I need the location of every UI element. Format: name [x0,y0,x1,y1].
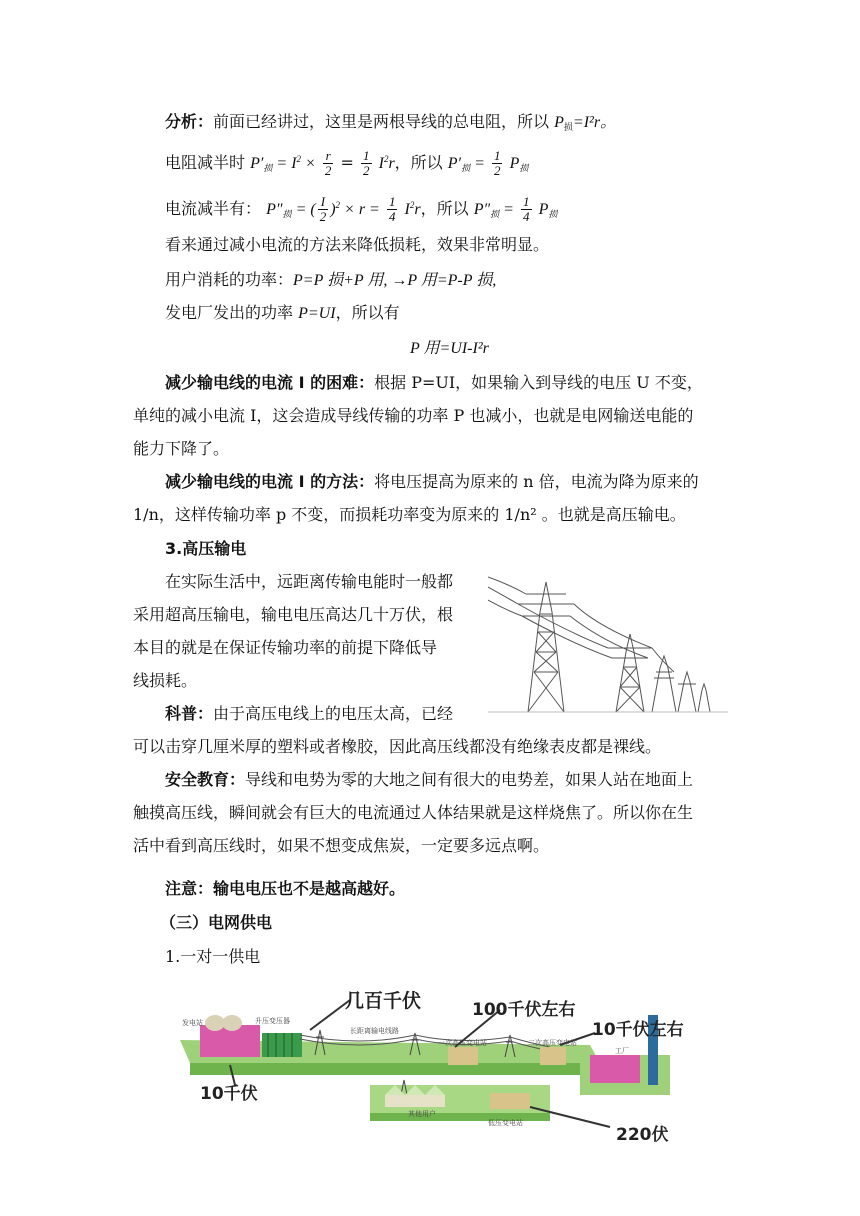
user-houses [385,1095,445,1107]
safety-line-1 [165,763,693,796]
science-line-1 [165,697,453,730]
half-r-frac-2: $\frac{1}{2}$ [493,148,501,178]
hv-line-3: 本目的就是在保证传输功率的前提下降低导 [133,638,438,657]
analysis-label: 分析： [165,112,214,131]
user-power-line [165,268,496,293]
label-longline: 长距离输电线路 [350,1027,399,1035]
analysis-formula-p: P [554,114,564,131]
secondary-substation [540,1047,566,1065]
ground-lower-front [370,1113,550,1121]
difficulty-line-3: 能力下降了。 [133,439,230,458]
half-i-p: $P_损$ [538,201,558,219]
plant-power-tail: ，所以有 [335,303,400,322]
half-i-frac-i: $\frac{I}{2}$ [319,194,327,224]
hv-line-4: 线损耗。 [133,671,198,690]
label-10kv-left: 10千伏 [200,1084,258,1104]
note: 注意：输电电压也不是越高越好。 [165,879,406,898]
label-lowvolt: 低压变电站 [488,1119,523,1127]
method-line-2: 1/n，这样传输功率 p 不变，而损耗功率变为原来的 1/n² 。也就是高压输电。 [133,505,686,524]
analysis-text: 前面已经讲过，这里是两根导线的总电阻，所以 [213,112,550,131]
half-i-eq1b: )$^2$ × r = [330,200,380,218]
cooling-tower-2 [222,1015,242,1031]
half-r-p: $P_损$ [509,155,529,173]
analysis-formula-rest: =I²r。 [572,114,617,131]
safety-label: 安全教育： [165,770,246,789]
half-r-eq2: $P'_损$ = [447,155,485,173]
science-line-2: 可以击穿几厘米厚的塑料或者橡胶，因此高压线都没有绝缘表皮都是裸线。 [133,737,662,756]
label-220v: 220伏 [616,1125,669,1145]
primary-substation [448,1047,478,1065]
half-r-mid: ，所以 [394,153,443,172]
label-users: 其他用户 [408,1110,436,1118]
plant-power-line [165,301,400,326]
analysis-line [165,110,616,140]
difficulty-label: 减少输电线的电流 I 的困难： [165,373,375,392]
half-i-frac-1: $\frac{1}{4}$ [388,194,396,224]
difficulty-line-2: 单纯的减小电流 I，这会造成导线传输的功率 P 也减小，也就是电网输送电能的 [133,406,694,425]
method-label: 减少输电线的电流 I 的方法： [165,472,375,491]
label-primary: 一次高压变电站 [438,1039,487,1047]
plant-power-formula: P=UI [298,305,336,322]
half-i-eq2: $P''_损$ = [473,201,514,219]
science-text-1: 由于高压电线上的电压太高，已经 [213,704,454,723]
grid-supply-diagram [170,985,715,1145]
half-i-eq1: $P''_损$ = ( [266,201,316,219]
user-power-formula: P=P 损+P 用, →P 用=P-P 损, [293,272,497,289]
analysis-sub: 损 [563,123,573,133]
user-power-label: 用户消耗的功率： [165,270,294,289]
hv-line-1: 在实际生活中，远距离传输电能时一般都 [165,572,454,591]
difficulty-line-1 [165,371,703,395]
half-r-eq1: $P'_损 = I^2$ × [250,154,316,173]
half-r-prefix: 电阻减半时 [165,153,246,172]
method-text-1: 将电压提高为原来的 n 倍，电流为降为原来的 [374,472,699,491]
science-label: 科普： [165,704,214,723]
method-line-1 [165,470,699,494]
safety-line-3: 活中看到高压线时，如果不想变成焦炭，一定要多远点啊。 [133,836,550,855]
ground-front [190,1063,600,1075]
half-r-frac-r: $\frac{r}{2}$ [324,148,332,178]
safety-text-1: 导线和电势为零的大地之间有很大的电势差，如果人站在地面上 [245,770,694,789]
factory [590,1055,640,1083]
conclusion: 看来通过减小电流的方法来降低损耗，效果非常明显。 [165,235,550,254]
label-factory: 工厂 [615,1047,629,1055]
label-10kv-right: 10千伏左右 [592,1020,684,1040]
half-r-tail: $I^2r$ [378,154,395,172]
safety-line-2: 触摸高压线，瞬间就会有巨大的电流通过人体结果就是这样烧焦了。所以你在生 [133,803,694,822]
half-r-frac-1: $\frac{1}{2}$ [363,148,370,178]
half-r-eq-sign: = [340,153,354,172]
one-to-one-heading: 1.一对一供电 [165,947,261,966]
label-100kv: 100千伏左右 [472,1000,576,1020]
grid-supply-heading: （三）电网供电 [160,913,273,932]
label-secondary: 二次高压变电站 [528,1039,577,1047]
section-3-heading: 3.高压输电 [165,539,247,558]
half-i-mid: ，所以 [420,199,469,218]
half-i-frac-2: $\frac{1}{4}$ [523,194,530,224]
power-tower-illustration [488,572,728,722]
half-resistance-line [165,147,528,180]
half-i-prefix: 电流减半有： [165,199,262,218]
half-i-tail: $I^2r$ [404,200,421,218]
lowvolt-substation [490,1093,530,1109]
label-hundreds-kv: 几百千伏 [345,990,422,1012]
half-current-line [165,193,557,226]
center-formula: P 用=UI-I²r [410,340,489,357]
difficulty-text-1: 根据 P=UI，如果输入到导线的电压 U 不变， [374,373,703,392]
label-stepup: 升压变压器 [255,1017,290,1025]
hv-line-2: 采用超高压输电，输电电压高达几十万伏，根 [133,605,454,624]
label-plant: 发电站 [182,1019,203,1027]
plant-power-text: 发电厂发出的功率 [165,303,294,322]
